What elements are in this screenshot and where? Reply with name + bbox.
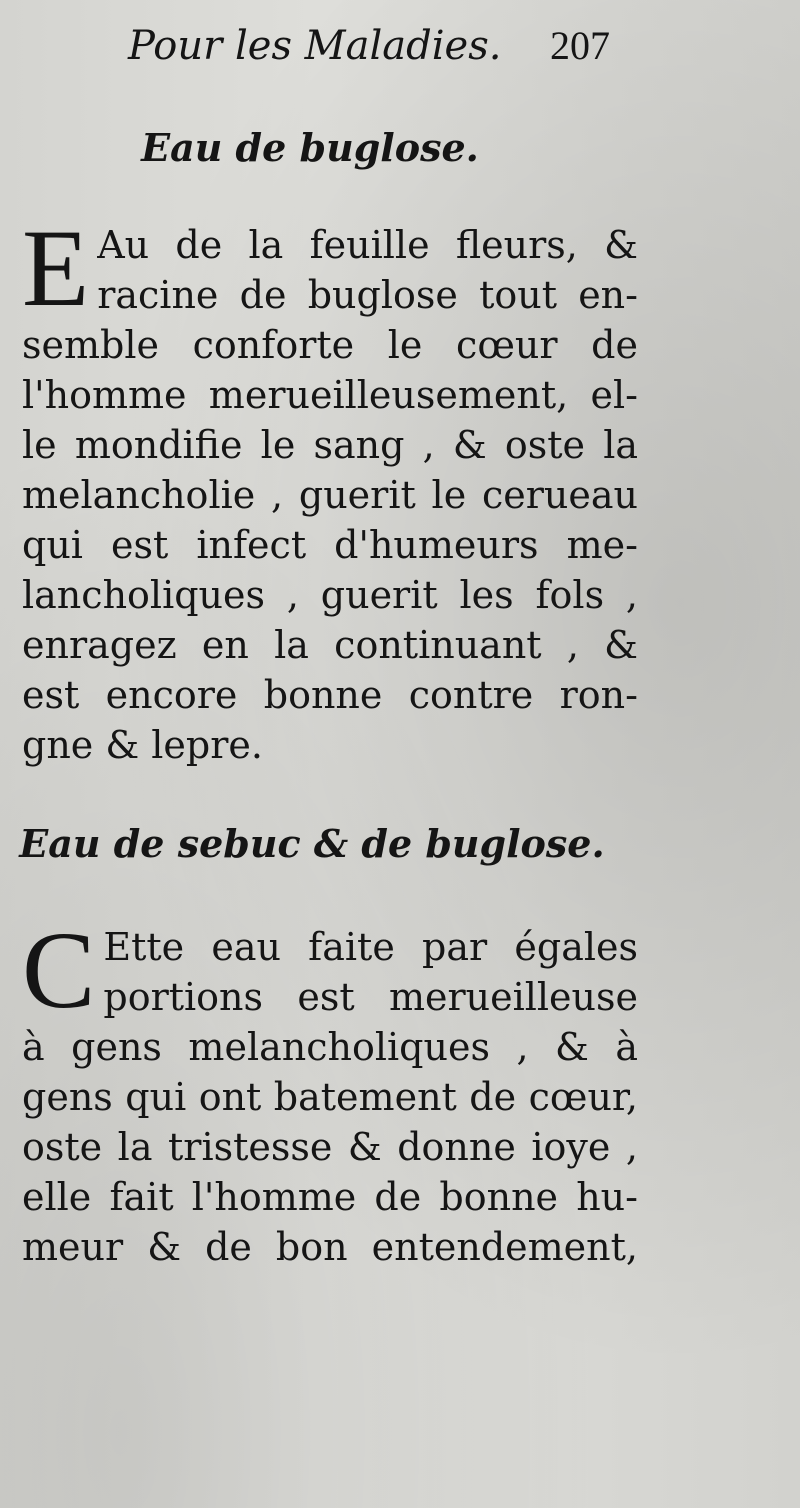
section-paragraph: [22, 909, 638, 1272]
page-header: [128, 18, 648, 74]
text-line: est encore bonne contre ron-: [22, 673, 638, 717]
drop-cap: C: [22, 909, 96, 1031]
text-line: le mondifie le sang , & oste la: [22, 423, 638, 467]
section-paragraph: [22, 207, 638, 770]
running-head: Pour les Maladies.: [128, 23, 502, 69]
text-line: oste la tristesse & donne ioye ,: [22, 1125, 638, 1169]
drop-cap: E: [22, 207, 90, 329]
text-line: racine de buglose tout en-: [97, 273, 638, 317]
text-line: enragez en la continuant , &: [22, 623, 638, 667]
text-line: qui est infect d'humeurs me-: [22, 523, 638, 567]
text-line: Ette eau faite par égales: [103, 925, 638, 969]
text-line: melancholie , guerit le cerueau: [22, 473, 638, 517]
section-title: Eau de sebuc & de buglose.: [19, 821, 605, 866]
text-line: à gens melancholiques , & à: [22, 1025, 638, 1069]
text-line: portions est merueilleuse: [103, 975, 638, 1019]
text-line: lancholiques , guerit les fols ,: [22, 573, 638, 617]
text-line: semble conforte le cœur de: [22, 323, 638, 367]
section-title: Eau de buglose.: [141, 125, 479, 170]
text-line: gens qui ont batement de cœur,: [22, 1075, 638, 1119]
text-line: gne & lepre.: [22, 723, 263, 767]
text-line: meur & de bon entendement,: [22, 1225, 638, 1269]
text-line: l'homme merueilleusement, el-: [22, 373, 638, 417]
text-line: elle fait l'homme de bonne hu-: [22, 1175, 638, 1219]
page-number: 207: [550, 23, 610, 68]
text-line: Au de la feuille fleurs, &: [97, 223, 638, 267]
